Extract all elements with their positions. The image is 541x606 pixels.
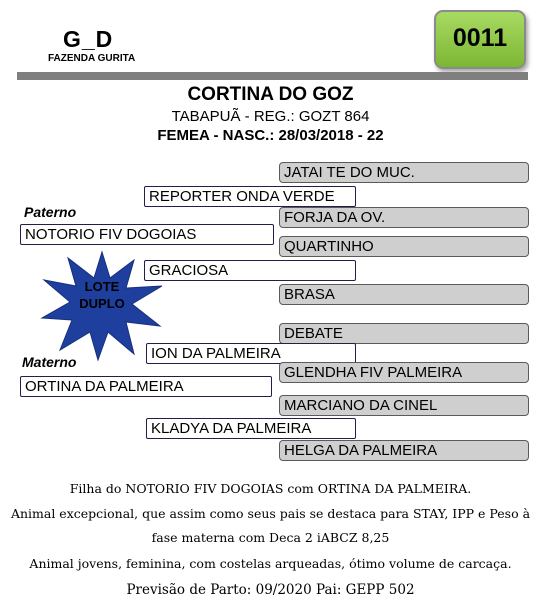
brand-logo: G_D xyxy=(63,26,114,52)
pedigree-ggp-8: HELGA DA PALMEIRA xyxy=(279,440,529,461)
farm-name: FAZENDA GURITA xyxy=(48,53,136,64)
badge-line2: DUPLO xyxy=(79,296,125,311)
pedigree-paternal-grandsire: REPORTER ONDA VERDE xyxy=(144,186,356,207)
pedigree-ggp-3: QUARTINHO xyxy=(279,236,529,257)
header-divider xyxy=(17,72,528,80)
birth-forecast: Previsão de Parto: 09/2020 Pai: GEPP 502 xyxy=(126,582,415,598)
pedigree-ggp-4: BRASA xyxy=(279,284,529,305)
breed-registration: TABAPUÃ - REG.: GOZT 864 xyxy=(171,108,370,125)
pedigree-sire: NOTORIO FIV DOGOIAS xyxy=(20,224,274,245)
pedigree-maternal-grandsire: ION DA PALMEIRA xyxy=(146,343,356,364)
pedigree-ggp-5: DEBATE xyxy=(279,323,529,344)
pedigree-dam: ORTINA DA PALMEIRA xyxy=(20,376,272,397)
maternal-label: Materno xyxy=(22,354,77,370)
animal-name: CORTINA DO GOZ xyxy=(187,84,354,105)
sex-birth-date: FEMEA - NASC.: 28/03/2018 - 22 xyxy=(157,127,384,144)
badge-line1: LOTE xyxy=(84,279,120,294)
description-line-3: fase materna com Deca 2 iABCZ 8,25 xyxy=(151,530,390,545)
pedigree-maternal-granddam: KLADYA DA PALMEIRA xyxy=(146,418,356,439)
description-line-4: Animal jovens, feminina, com costelas arqueadas, ótimo volume de carcaça. xyxy=(29,556,512,571)
pedigree-ggp-1: JATAI TE DO MUC. xyxy=(279,162,529,183)
pedigree-ggp-7: MARCIANO DA CINEL xyxy=(279,395,529,416)
lot-number-badge: 0011 xyxy=(434,10,526,69)
pedigree-ggp-6: GLENDHA FIV PALMEIRA xyxy=(279,362,529,383)
description-line-2: Animal excepcional, que assim como seus pais se destaca para STAY, IPP e Peso à xyxy=(10,506,531,521)
paternal-label: Paterno xyxy=(24,204,77,220)
pedigree-paternal-granddam: GRACIOSA xyxy=(144,260,356,281)
pedigree-ggp-2: FORJA DA OV. xyxy=(279,207,529,228)
description-line-1: Filha do NOTORIO FIV DOGOIAS com ORTINA DA PALMEIRA. xyxy=(69,481,472,496)
